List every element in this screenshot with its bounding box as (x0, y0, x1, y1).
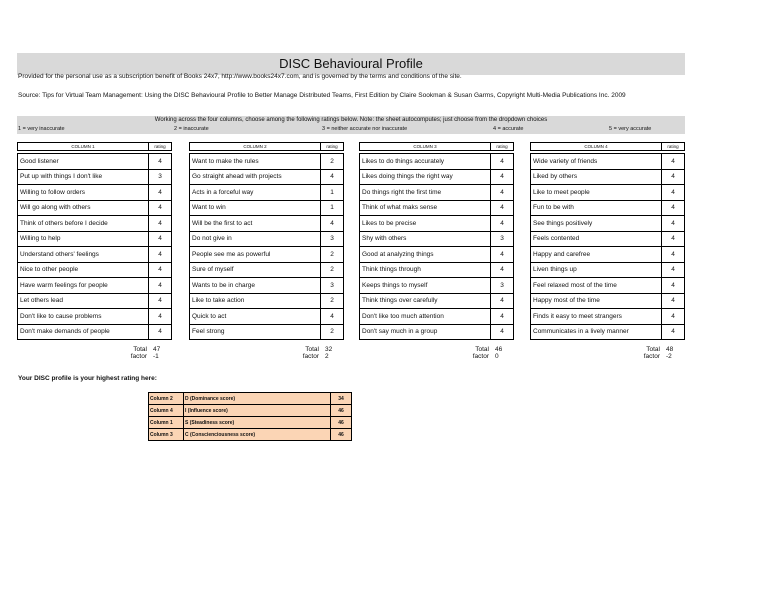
rating-dropdown[interactable] (662, 266, 684, 273)
rating-dropdown[interactable] (321, 251, 343, 258)
statement-text: Sure of myself (190, 262, 321, 278)
rating-dropdown[interactable] (149, 313, 171, 320)
statement-text: Communicates in a lively manner (531, 324, 662, 340)
total-label: Total (646, 346, 660, 353)
factor-label: factor (472, 353, 489, 360)
statement-row (360, 293, 514, 309)
total-value: 47 (153, 346, 161, 353)
statement-row (190, 200, 344, 216)
rating-dropdown[interactable] (491, 204, 513, 211)
statement-row (190, 247, 344, 263)
statement-row (360, 216, 514, 232)
result-score: 46 (331, 405, 352, 417)
statement-row (531, 216, 685, 232)
rating-cell (662, 247, 685, 263)
statement-text: Finds it easy to meet strangers (531, 309, 662, 325)
result-label: C (Conscienciousness score) (184, 429, 331, 441)
statement-row (531, 293, 685, 309)
rating-dropdown[interactable] (662, 251, 684, 258)
rating-cell (662, 216, 685, 232)
rating-dropdown[interactable] (491, 158, 513, 165)
statement-row (18, 247, 172, 263)
statement-row (18, 262, 172, 278)
result-row (149, 393, 352, 405)
result-row (149, 429, 352, 441)
rating-cell (662, 262, 685, 278)
rating-cell (149, 278, 172, 294)
rating-cell (321, 309, 344, 325)
rating-dropdown[interactable] (149, 173, 171, 180)
rating-header: rating (662, 143, 685, 151)
statement-text: People see me as powerful (190, 247, 321, 263)
statement-row (18, 185, 172, 201)
statement-text: Want to make the rules (190, 154, 321, 170)
statement-text: Will go along with others (18, 200, 149, 216)
statement-row (531, 324, 685, 340)
statement-text: Don't say much in a group (360, 324, 491, 340)
column-2-table (189, 142, 344, 340)
statement-text: Likes to do things accurately (360, 154, 491, 170)
scale-label-2: 2 = inaccurate (174, 126, 209, 132)
rating-dropdown[interactable] (491, 282, 513, 289)
result-label: S (Steadiness score) (184, 417, 331, 429)
rating-cell (321, 324, 344, 340)
statement-row (190, 324, 344, 340)
total-value: 46 (495, 346, 503, 353)
result-row (149, 405, 352, 417)
statement-row (531, 200, 685, 216)
rating-dropdown[interactable] (321, 328, 343, 335)
statement-text: Like to meet people (531, 185, 662, 201)
rating-dropdown[interactable] (491, 251, 513, 258)
rating-cell (491, 278, 514, 294)
statement-text: Feels contented (531, 231, 662, 247)
rating-dropdown[interactable] (149, 297, 171, 304)
statement-row (360, 247, 514, 263)
rating-cell (321, 293, 344, 309)
statement-row (18, 216, 172, 232)
rating-cell (149, 293, 172, 309)
total-label: Total (133, 346, 147, 353)
statement-row (18, 231, 172, 247)
rating-dropdown[interactable] (491, 266, 513, 273)
rating-dropdown[interactable] (321, 266, 343, 273)
rating-cell (321, 278, 344, 294)
result-score: 46 (331, 429, 352, 441)
statement-text: Let others lead (18, 293, 149, 309)
rating-cell (662, 169, 685, 185)
statement-row (18, 293, 172, 309)
statement-text: Quick to act (190, 309, 321, 325)
statement-text: Don't like too much attention (360, 309, 491, 325)
column-header-row (18, 143, 172, 151)
column-1-totals (117, 346, 160, 360)
rating-cell (321, 247, 344, 263)
rating-cell (149, 200, 172, 216)
statement-row (531, 154, 685, 170)
rating-cell (662, 185, 685, 201)
statement-row (531, 309, 685, 325)
statement-text: Go straight ahead with projects (190, 169, 321, 185)
statement-row (18, 169, 172, 185)
statement-text: Have warm feelings for people (18, 278, 149, 294)
rating-cell (662, 154, 685, 170)
rating-cell (321, 185, 344, 201)
rating-cell (662, 200, 685, 216)
rating-dropdown[interactable] (662, 220, 684, 227)
factor-value: -2 (666, 353, 672, 360)
result-row (149, 417, 352, 429)
statement-text: Think of others before I decide (18, 216, 149, 232)
result-column: Column 4 (149, 405, 184, 417)
statement-text: Liked by others (531, 169, 662, 185)
statement-text: Will be the first to act (190, 216, 321, 232)
statement-text: Happy and carefree (531, 247, 662, 263)
scale-label-4: 4 = accurate (493, 126, 524, 132)
statement-text: Good at analyzing things (360, 247, 491, 263)
statement-text: Don't make demands of people (18, 324, 149, 340)
statement-text: Willing to follow orders (18, 185, 149, 201)
column-header: COLUMN 3 (360, 143, 491, 151)
rating-dropdown[interactable] (662, 328, 684, 335)
statement-text: Likes doing things the right way (360, 169, 491, 185)
statement-text: Want to win (190, 200, 321, 216)
rating-cell (321, 231, 344, 247)
result-label: D (Dominance score) (184, 393, 331, 405)
rating-cell (491, 169, 514, 185)
statement-text: See things positively (531, 216, 662, 232)
column-1-table (17, 142, 172, 340)
rating-header: rating (149, 143, 172, 151)
rating-dropdown[interactable] (662, 189, 684, 196)
scale-label-3: 3 = neither accurate nor inaccurate (322, 126, 408, 132)
rating-dropdown[interactable] (321, 297, 343, 304)
rating-dropdown[interactable] (321, 189, 343, 196)
rating-cell (149, 309, 172, 325)
rating-cell (149, 262, 172, 278)
rating-cell (149, 216, 172, 232)
factor-label: factor (643, 353, 660, 360)
rating-cell (149, 169, 172, 185)
rating-dropdown[interactable] (149, 328, 171, 335)
statement-row (360, 278, 514, 294)
statement-row (190, 262, 344, 278)
rating-dropdown[interactable] (149, 251, 171, 258)
statement-row (360, 231, 514, 247)
rating-cell (491, 216, 514, 232)
instructions-text: Working across the four columns, choose among the following ratings below. Note: the sheet autocomputes; just choose from the dropdown choices (154, 117, 548, 123)
rating-dropdown[interactable] (149, 235, 171, 242)
rating-cell (662, 309, 685, 325)
rating-cell (149, 324, 172, 340)
rating-header: rating (321, 143, 344, 151)
rating-cell (491, 309, 514, 325)
page-title: DISC Behavioural Profile (17, 53, 685, 75)
rating-dropdown[interactable] (662, 204, 684, 211)
statement-row (18, 278, 172, 294)
column-header: COLUMN 4 (531, 143, 662, 151)
factor-label: factor (130, 353, 147, 360)
column-3-table (359, 142, 514, 340)
rating-dropdown[interactable] (662, 297, 684, 304)
statement-text: Acts in a forceful way (190, 185, 321, 201)
column-2-totals (289, 346, 332, 360)
provided-text: Provided for the personal use as a subscription benefit of Books 24x7, http://www.books24x7.com, and is governed by the terms and conditions of the site. (18, 73, 462, 80)
rating-dropdown[interactable] (491, 173, 513, 180)
rating-cell (149, 154, 172, 170)
rating-dropdown[interactable] (321, 173, 343, 180)
rating-dropdown[interactable] (321, 235, 343, 242)
rating-cell (662, 278, 685, 294)
result-column: Column 3 (149, 429, 184, 441)
statement-text: Nice to other people (18, 262, 149, 278)
rating-dropdown[interactable] (662, 235, 684, 242)
rating-cell (491, 231, 514, 247)
statement-row (360, 309, 514, 325)
profile-note: Your DISC profile is your highest rating here: (18, 375, 157, 382)
rating-cell (662, 324, 685, 340)
statement-row (190, 231, 344, 247)
rating-dropdown[interactable] (662, 282, 684, 289)
rating-dropdown[interactable] (491, 313, 513, 320)
statement-row (190, 154, 344, 170)
statement-row (18, 200, 172, 216)
statement-row (18, 309, 172, 325)
statement-row (190, 278, 344, 294)
rating-cell (149, 247, 172, 263)
statement-row (190, 216, 344, 232)
rating-dropdown[interactable] (321, 204, 343, 211)
statement-row (531, 169, 685, 185)
statement-row (18, 324, 172, 340)
column-header-row (190, 143, 344, 151)
statement-text: Do things right the first time (360, 185, 491, 201)
rating-dropdown[interactable] (149, 266, 171, 273)
rating-dropdown[interactable] (321, 282, 343, 289)
rating-dropdown[interactable] (149, 282, 171, 289)
statement-text: Feel relaxed most of the time (531, 278, 662, 294)
rating-cell (321, 216, 344, 232)
statement-text: Happy most of the time (531, 293, 662, 309)
statement-text: Don't like to cause problems (18, 309, 149, 325)
statement-text: Good listener (18, 154, 149, 170)
rating-dropdown[interactable] (662, 158, 684, 165)
rating-cell (491, 324, 514, 340)
rating-dropdown[interactable] (321, 313, 343, 320)
source-text: Source: Tips for Virtual Team Management: Using the DISC Behavioural Profile to Better Manage Distributed Teams, First Edition by Claire Sookman & Susan Garms, Copyright Multi-Media Publications Inc. 2009 (18, 92, 626, 99)
result-score: 34 (331, 393, 352, 405)
statement-text: Wants to be in charge (190, 278, 321, 294)
rating-cell (491, 154, 514, 170)
rating-cell (321, 169, 344, 185)
statement-row (360, 185, 514, 201)
statement-row (190, 309, 344, 325)
statement-text: Understand others' feelings (18, 247, 149, 263)
rating-dropdown[interactable] (491, 328, 513, 335)
rating-cell (491, 262, 514, 278)
scale-label-5: 5 = very accurate (609, 126, 652, 132)
column-4-table (530, 142, 685, 340)
column-header: COLUMN 1 (18, 143, 149, 151)
instructions-bar (17, 116, 685, 134)
rating-dropdown[interactable] (149, 204, 171, 211)
rating-dropdown[interactable] (149, 220, 171, 227)
rating-dropdown[interactable] (491, 220, 513, 227)
column-4-totals (630, 346, 673, 360)
rating-dropdown[interactable] (491, 189, 513, 196)
result-column: Column 2 (149, 393, 184, 405)
statement-row (360, 154, 514, 170)
total-label: Total (475, 346, 489, 353)
statement-row (18, 154, 172, 170)
statement-text: Keeps things to myself (360, 278, 491, 294)
factor-value: -1 (153, 353, 159, 360)
result-label: I (Influence score) (184, 405, 331, 417)
rating-cell (491, 200, 514, 216)
rating-cell (662, 231, 685, 247)
results-table (148, 392, 352, 441)
statement-row (531, 262, 685, 278)
statement-text: Willing to help (18, 231, 149, 247)
statement-row (190, 293, 344, 309)
column-3-totals (459, 346, 502, 360)
statement-row (531, 185, 685, 201)
rating-dropdown[interactable] (149, 189, 171, 196)
statement-row (360, 200, 514, 216)
total-value: 32 (325, 346, 333, 353)
statement-row (360, 169, 514, 185)
statement-text: Wide variety of friends (531, 154, 662, 170)
rating-dropdown[interactable] (491, 235, 513, 242)
statement-text: Liven things up (531, 262, 662, 278)
result-score: 46 (331, 417, 352, 429)
scale-label-1: 1 = very inaccurate (18, 126, 65, 132)
rating-cell (149, 231, 172, 247)
rating-cell (662, 293, 685, 309)
rating-cell (491, 293, 514, 309)
rating-header: rating (491, 143, 514, 151)
statement-row (190, 185, 344, 201)
statement-text: Think things over carefully (360, 293, 491, 309)
rating-cell (491, 185, 514, 201)
factor-value: 2 (325, 353, 329, 360)
statement-text: Think things through (360, 262, 491, 278)
column-header-row (360, 143, 514, 151)
rating-dropdown[interactable] (662, 173, 684, 180)
rating-dropdown[interactable] (321, 220, 343, 227)
statement-text: Think of what maks sense (360, 200, 491, 216)
statement-text: Put up with things I don't like (18, 169, 149, 185)
statement-text: Like to take action (190, 293, 321, 309)
result-column: Column 1 (149, 417, 184, 429)
statement-text: Shy with others (360, 231, 491, 247)
factor-label: factor (302, 353, 319, 360)
rating-dropdown[interactable] (321, 158, 343, 165)
statement-row (190, 169, 344, 185)
rating-dropdown[interactable] (662, 313, 684, 320)
statement-text: Do not give in (190, 231, 321, 247)
statement-row (531, 231, 685, 247)
column-header-row (531, 143, 685, 151)
column-header: COLUMN 2 (190, 143, 321, 151)
statement-text: Likes to be precise (360, 216, 491, 232)
statement-row (360, 324, 514, 340)
rating-cell (321, 154, 344, 170)
statement-row (360, 262, 514, 278)
statement-row (531, 247, 685, 263)
rating-cell (321, 200, 344, 216)
total-value: 48 (666, 346, 674, 353)
rating-dropdown[interactable] (491, 297, 513, 304)
rating-dropdown[interactable] (149, 158, 171, 165)
statement-row (531, 278, 685, 294)
rating-cell (491, 247, 514, 263)
statement-text: Feel strong (190, 324, 321, 340)
statement-text: Fun to be with (531, 200, 662, 216)
rating-cell (321, 262, 344, 278)
rating-cell (149, 185, 172, 201)
total-label: Total (305, 346, 319, 353)
factor-value: 0 (495, 353, 499, 360)
